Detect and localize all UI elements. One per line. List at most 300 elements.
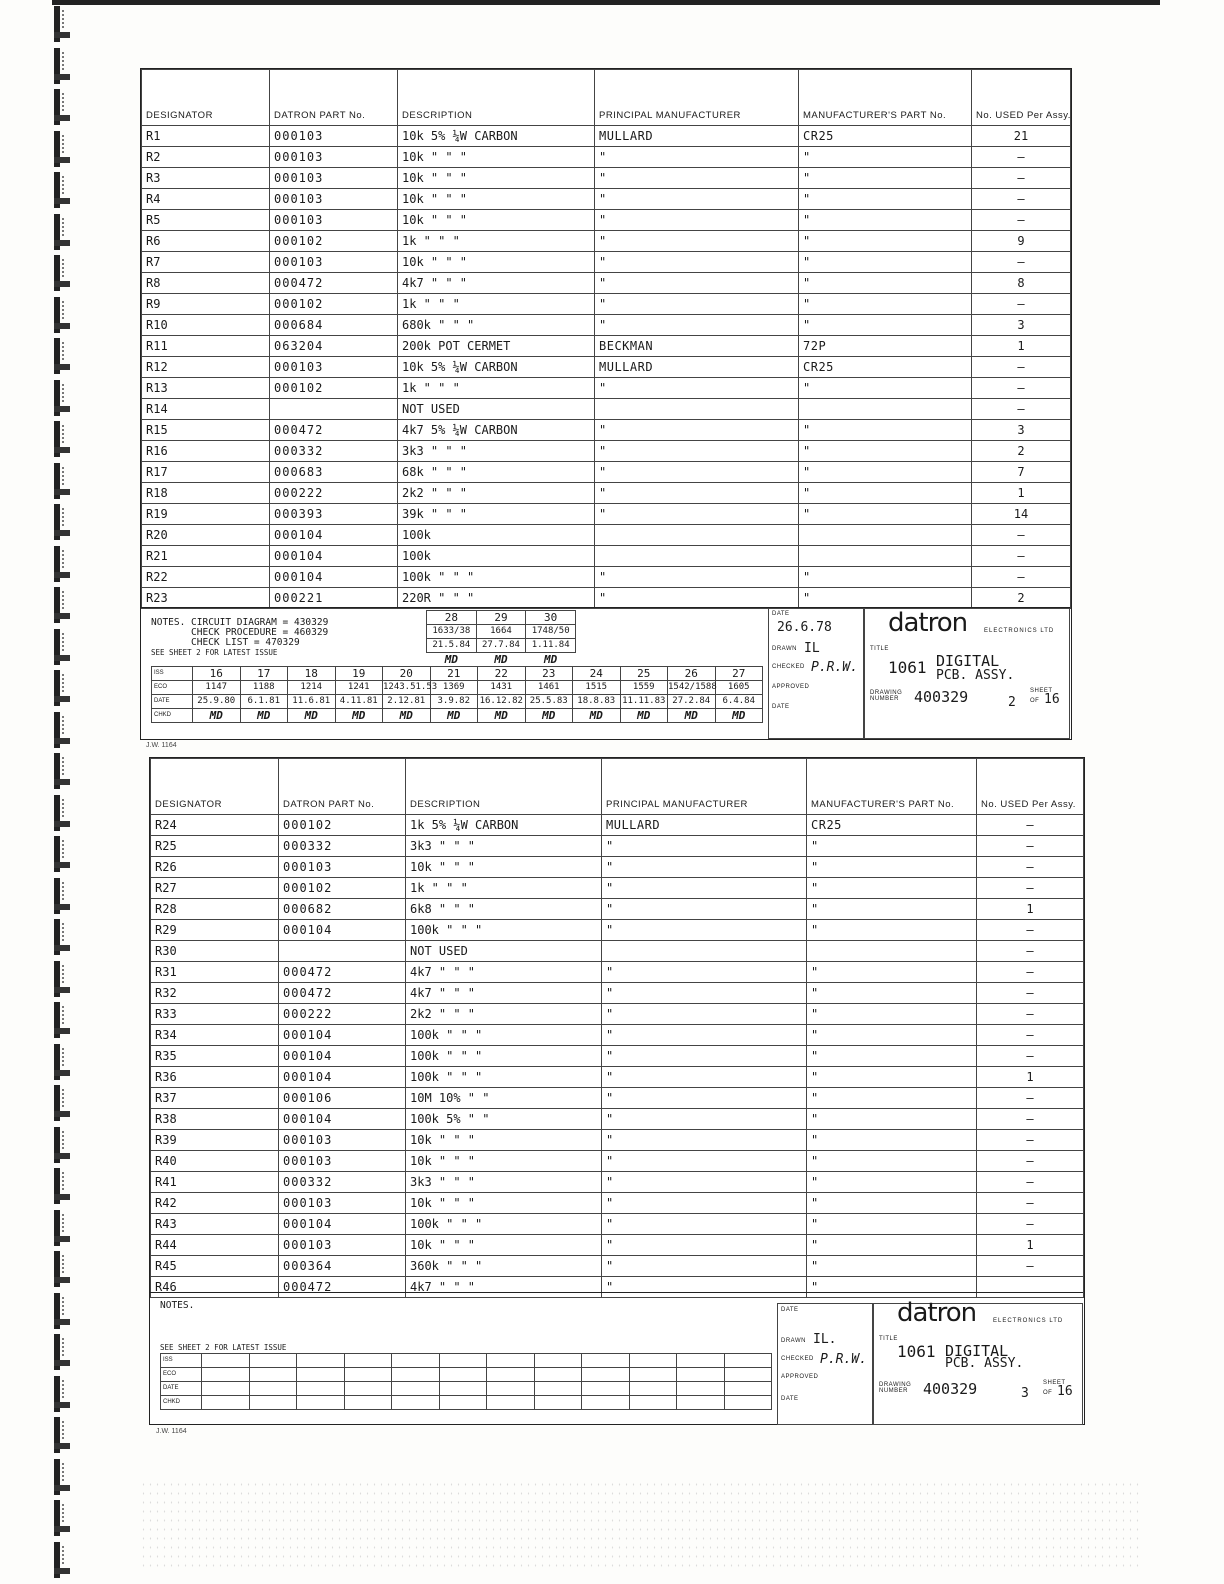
manufacturer-cell: ": [595, 294, 799, 315]
part-number-cell: 000104: [279, 1109, 406, 1130]
binding-ring: [48, 1500, 78, 1536]
part-number-cell: 000104: [279, 1067, 406, 1088]
designator-cell: R12: [142, 357, 270, 378]
manufacturer-cell: ": [595, 462, 799, 483]
late-issue-iss-cell: 30: [526, 611, 576, 625]
title-box: datron ELECTRONICS LTD TITLE 1061 DIGITAL PCB. ASSY. DRAWING NUMBER 400329 SHEET 2 OF 16: [863, 608, 1070, 739]
part-number-cell: 000103: [270, 168, 398, 189]
binding-ring: [48, 1417, 78, 1453]
qty-cell: —: [977, 1256, 1084, 1277]
issue-iss-cell: [344, 1354, 392, 1368]
row-label-eco: ECO: [161, 1368, 202, 1382]
manufacturer-cell: ": [602, 878, 807, 899]
late-issue-eco-cell: 1748/50: [526, 625, 576, 639]
note-check-list: CHECK LIST = 470329: [191, 637, 300, 648]
issue-chkd-cell: [392, 1396, 440, 1410]
mfr-part-cell: ": [807, 878, 977, 899]
drawing-number: 400329: [923, 1380, 978, 1398]
designator-cell: R41: [151, 1172, 279, 1193]
description-cell: 680k " " ": [398, 315, 595, 336]
parts-list-sheet-2: [140, 68, 1072, 740]
table-row: [151, 1004, 1084, 1025]
issue-eco-cell: [202, 1368, 250, 1382]
issue-iss-cell: 16: [193, 667, 241, 681]
manufacturer-cell: ": [595, 273, 799, 294]
manufacturer-cell: ": [602, 1193, 807, 1214]
designator-cell: R14: [142, 399, 270, 420]
issue-eco-cell: 1188: [240, 681, 288, 695]
qty-cell: —: [972, 252, 1071, 273]
description-cell: 1k " " ": [398, 378, 595, 399]
issue-chkd-cell: MD: [478, 709, 526, 723]
manufacturer-cell: ": [595, 567, 799, 588]
mfr-part-cell: ": [799, 273, 972, 294]
description-cell: 1k 5% ¼W CARBON: [406, 815, 602, 836]
table-row: [151, 878, 1084, 899]
manufacturer-cell: ": [595, 231, 799, 252]
parts-table: [141, 69, 1071, 609]
mfr-part-cell: ": [807, 1277, 977, 1298]
issue-date-cell: 18.8.83: [573, 695, 621, 709]
qty-cell: —: [977, 962, 1084, 983]
designator-cell: R45: [151, 1256, 279, 1277]
binding-ring: [48, 753, 78, 789]
designator-cell: R21: [142, 546, 270, 567]
issue-eco-cell: [534, 1368, 582, 1382]
manufacturer-cell: ": [602, 1067, 807, 1088]
issue-iss-cell: 26: [668, 667, 716, 681]
issue-iss-cell: 25: [620, 667, 668, 681]
mfr-part-cell: CR25: [799, 357, 972, 378]
description-cell: 100k: [398, 525, 595, 546]
part-number-cell: 000104: [270, 525, 398, 546]
qty-cell: 1: [977, 1235, 1084, 1256]
qty-cell: 1: [977, 1067, 1084, 1088]
qty-cell: —: [977, 983, 1084, 1004]
manufacturer-cell: ": [602, 899, 807, 920]
issue-date-cell: 6.1.81: [240, 695, 288, 709]
manufacturer-cell: ": [602, 1088, 807, 1109]
issue-date-cell: 25.5.83: [525, 695, 573, 709]
issue-iss-cell: [202, 1354, 250, 1368]
mfr-part-cell: CR25: [799, 126, 972, 147]
table-row: [142, 231, 1071, 252]
issue-eco-cell: [677, 1368, 725, 1382]
qty-cell: —: [977, 836, 1084, 857]
table-row: [151, 1256, 1084, 1277]
row-label-chkd: CHKD: [161, 1396, 202, 1410]
binding-ring: [48, 214, 78, 250]
issue-date-cell: [582, 1382, 630, 1396]
part-number-cell: 000332: [279, 836, 406, 857]
issue-chkd-cell: [249, 1396, 297, 1410]
description-cell: 10k " " ": [406, 1151, 602, 1172]
mfr-part-cell: ": [807, 1256, 977, 1277]
manufacturer-cell: ": [595, 147, 799, 168]
manufacturer-cell: [595, 546, 799, 567]
mfr-part-cell: ": [807, 1151, 977, 1172]
drawn-by: IL.: [813, 1332, 837, 1347]
part-number-cell: 000103: [279, 1151, 406, 1172]
issue-iss-cell: [392, 1354, 440, 1368]
table-row: [142, 483, 1071, 504]
description-cell: 100k: [398, 546, 595, 567]
part-number-cell: 000104: [279, 1046, 406, 1067]
binding-ring: [48, 1085, 78, 1121]
manufacturer-cell: ": [602, 1109, 807, 1130]
table-row: [151, 815, 1084, 836]
issue-iss-cell: [439, 1354, 487, 1368]
issue-date-cell: [677, 1382, 725, 1396]
issue-table: [160, 1353, 772, 1410]
manufacturer-cell: [595, 399, 799, 420]
mfr-part-cell: ": [799, 210, 972, 231]
mfr-part-cell: ": [807, 1214, 977, 1235]
issue-eco-cell: 1241: [335, 681, 383, 695]
issue-eco-cell: 1605: [715, 681, 763, 695]
parts-table: [150, 758, 1084, 1298]
qty-cell: —: [972, 399, 1071, 420]
manufacturer-cell: ": [602, 920, 807, 941]
qty-cell: —: [977, 920, 1084, 941]
mfr-part-cell: ": [807, 836, 977, 857]
part-number-cell: 000103: [270, 252, 398, 273]
issue-iss-cell: 18: [288, 667, 336, 681]
issue-chkd-cell: MD: [573, 709, 621, 723]
designator-cell: R9: [142, 294, 270, 315]
issue-date-cell: [534, 1382, 582, 1396]
drawing-number: 400329: [914, 688, 969, 706]
qty-cell: 3: [972, 315, 1071, 336]
designator-cell: R8: [142, 273, 270, 294]
mfr-part-cell: ": [799, 378, 972, 399]
description-cell: 10k " " ": [398, 210, 595, 231]
manufacturer-cell: ": [602, 962, 807, 983]
binding-ring: [48, 670, 78, 706]
mfr-part-cell: ": [799, 252, 972, 273]
qty-cell: 1: [977, 899, 1084, 920]
designator-cell: R18: [142, 483, 270, 504]
designator-cell: R27: [151, 878, 279, 899]
issue-iss-cell: [297, 1354, 345, 1368]
qty-cell: —: [972, 210, 1071, 231]
issue-eco-cell: [297, 1368, 345, 1382]
issue-eco-cell: 1431: [478, 681, 526, 695]
scan-top-edge: [52, 0, 1160, 5]
issue-eco-cell: 1542/1588: [668, 681, 716, 695]
manufacturer-cell: [602, 941, 807, 962]
issue-date-cell: [487, 1382, 535, 1396]
table-row: [142, 462, 1071, 483]
table-row: [151, 1193, 1084, 1214]
part-number-cell: 000104: [279, 920, 406, 941]
part-number-cell: 000103: [279, 1235, 406, 1256]
issue-chkd-cell: [629, 1396, 677, 1410]
qty-cell: 3: [972, 420, 1071, 441]
qty-cell: —: [972, 378, 1071, 399]
qty-cell: —: [972, 525, 1071, 546]
manufacturer-cell: BECKMAN: [595, 336, 799, 357]
mfr-part-cell: ": [799, 504, 972, 525]
mfr-part-cell: ": [807, 899, 977, 920]
part-number-cell: 000222: [270, 483, 398, 504]
description-cell: 100k " " ": [406, 920, 602, 941]
designator-cell: R43: [151, 1214, 279, 1235]
mfr-part-cell: ": [807, 1067, 977, 1088]
table-row: [142, 189, 1071, 210]
binding-ring: [48, 255, 78, 291]
manufacturer-cell: ": [602, 983, 807, 1004]
mfr-part-cell: [807, 941, 977, 962]
designator-cell: R37: [151, 1088, 279, 1109]
binding-ring: [48, 878, 78, 914]
late-issue-chkd-cell: MD: [544, 653, 558, 666]
title-block: [141, 607, 1070, 740]
table-row: [142, 378, 1071, 399]
manufacturer-cell: MULLARD: [595, 126, 799, 147]
part-number-cell: 000684: [270, 315, 398, 336]
binding-ring: [48, 712, 78, 748]
part-number-cell: 000103: [279, 857, 406, 878]
manufacturer-cell: [595, 525, 799, 546]
issue-iss-cell: [677, 1354, 725, 1368]
table-row: [151, 941, 1084, 962]
issue-chkd-cell: MD: [383, 709, 431, 723]
mfr-part-cell: ": [807, 1130, 977, 1151]
binding-ring: [48, 421, 78, 457]
sheet-total: 16: [1057, 1384, 1073, 1399]
manufacturer-cell: ": [595, 189, 799, 210]
issue-chkd-cell: MD: [430, 709, 478, 723]
issue-iss-cell: [629, 1354, 677, 1368]
qty-cell: —: [977, 815, 1084, 836]
qty-cell: —: [977, 1193, 1084, 1214]
mfr-part-cell: [799, 546, 972, 567]
mfr-part-cell: ": [807, 962, 977, 983]
description-cell: 2k2 " " ": [406, 1004, 602, 1025]
mfr-part-cell: ": [807, 1025, 977, 1046]
col-qty: No. USED Per Assy.: [972, 70, 1071, 126]
col-mfr-part-no: MANUFACTURER'S PART No.: [799, 70, 972, 126]
description-cell: 68k " " ": [398, 462, 595, 483]
date-drawn-box: DATE 26.6.78 DRAWN IL CHECKED P.R.W. APPROVED DATE: [768, 608, 865, 739]
mfr-part-cell: 72P: [799, 336, 972, 357]
part-number-cell: 000222: [279, 1004, 406, 1025]
description-cell: 200k POT CERMET: [398, 336, 595, 357]
qty-cell: 7: [972, 462, 1071, 483]
description-cell: 6k8 " " ": [406, 899, 602, 920]
part-number-cell: 000472: [279, 983, 406, 1004]
mfr-part-cell: ": [807, 1193, 977, 1214]
manufacturer-cell: ": [595, 483, 799, 504]
mfr-part-cell: ": [799, 231, 972, 252]
description-cell: 3k3 " " ": [406, 836, 602, 857]
issue-eco-cell: [629, 1368, 677, 1382]
table-row: [151, 1025, 1084, 1046]
sheet-total: 16: [1044, 692, 1060, 707]
manufacturer-cell: ": [595, 252, 799, 273]
issue-chkd-cell: [677, 1396, 725, 1410]
title-box: datron ELECTRONICS LTD TITLE 1061 DIGITAL PCB. ASSY. DRAWING NUMBER 400329 SHEET 3 OF 16: [872, 1303, 1083, 1425]
col-qty: No. USED Per Assy.: [977, 759, 1084, 815]
issue-chkd-cell: [344, 1396, 392, 1410]
designator-cell: R40: [151, 1151, 279, 1172]
qty-cell: 9: [972, 231, 1071, 252]
table-row: [151, 962, 1084, 983]
issue-date-cell: [344, 1382, 392, 1396]
designator-cell: R25: [151, 836, 279, 857]
binding-ring: [48, 1334, 78, 1370]
issue-iss-cell: [534, 1354, 582, 1368]
issue-chkd-cell: [534, 1396, 582, 1410]
description-cell: 10k " " ": [398, 168, 595, 189]
manufacturer-cell: ": [595, 588, 799, 609]
description-cell: 10M 10% " ": [406, 1088, 602, 1109]
qty-cell: 8: [972, 273, 1071, 294]
issue-eco-cell: 1515: [573, 681, 621, 695]
drawn-by: IL: [804, 641, 820, 656]
table-row: [142, 504, 1071, 525]
description-cell: 39k " " ": [398, 504, 595, 525]
qty-cell: 2: [972, 588, 1071, 609]
note-latest-issue: SEE SHEET 2 FOR LATEST ISSUE: [151, 648, 278, 657]
form-code: J.W. 1164: [146, 742, 177, 749]
date-drawn-box: DATE DRAWN IL. CHECKED P.R.W. APPROVED DATE: [777, 1303, 874, 1425]
mfr-part-cell: ": [799, 315, 972, 336]
issue-date-cell: 4.11.81: [335, 695, 383, 709]
late-issue-date-cell: 1.11.84: [526, 639, 576, 653]
manufacturer-cell: ": [595, 378, 799, 399]
issue-eco-cell: [487, 1368, 535, 1382]
title-line-1: DIGITAL: [936, 652, 1000, 670]
description-cell: 100k 5% " ": [406, 1109, 602, 1130]
binding-ring: [48, 131, 78, 167]
qty-cell: —: [977, 1172, 1084, 1193]
mfr-part-cell: [799, 525, 972, 546]
issue-date-cell: [202, 1382, 250, 1396]
qty-cell: —: [977, 1004, 1084, 1025]
table-row: [151, 1151, 1084, 1172]
part-number-cell: 000364: [279, 1256, 406, 1277]
designator-cell: R31: [151, 962, 279, 983]
description-cell: 4k7 " " ": [406, 962, 602, 983]
issue-chkd-cell: MD: [715, 709, 763, 723]
designator-cell: R26: [151, 857, 279, 878]
note-latest-issue: SEE SHEET 2 FOR LATEST ISSUE: [160, 1343, 287, 1352]
issue-eco-cell: 1559: [620, 681, 668, 695]
issue-eco-cell: 1147: [193, 681, 241, 695]
issue-chkd-cell: [439, 1396, 487, 1410]
row-label-chkd: CHKD: [152, 709, 193, 723]
issue-date-cell: 11.11.83: [620, 695, 668, 709]
table-row: [151, 920, 1084, 941]
part-number-cell: 000472: [270, 420, 398, 441]
issue-eco-cell: [724, 1368, 772, 1382]
part-number-cell: 000106: [279, 1088, 406, 1109]
issue-chkd-cell: MD: [193, 709, 241, 723]
description-cell: 10k " " ": [406, 1130, 602, 1151]
designator-cell: R11: [142, 336, 270, 357]
issue-chkd-cell: MD: [620, 709, 668, 723]
mfr-part-cell: ": [799, 168, 972, 189]
issue-chkd-cell: [297, 1396, 345, 1410]
checked-by: P.R.W.: [820, 1352, 867, 1367]
issue-iss-cell: 20: [383, 667, 431, 681]
issue-eco-cell: 1369: [430, 681, 478, 695]
designator-cell: R1: [142, 126, 270, 147]
part-number-cell: 000103: [270, 357, 398, 378]
qty-cell: —: [977, 857, 1084, 878]
table-row: [151, 857, 1084, 878]
datron-logo: datron: [897, 1298, 977, 1328]
binding-ring: [48, 1210, 78, 1246]
issue-eco-cell: 1214: [288, 681, 336, 695]
qty-cell: —: [972, 168, 1071, 189]
table-row: [151, 1046, 1084, 1067]
part-number-cell: 000472: [270, 273, 398, 294]
designator-cell: R19: [142, 504, 270, 525]
mfr-part-cell: ": [807, 1109, 977, 1130]
part-number-cell: 000104: [270, 567, 398, 588]
issue-date-cell: [392, 1382, 440, 1396]
qty-cell: —: [977, 941, 1084, 962]
designator-cell: R5: [142, 210, 270, 231]
part-number-cell: 000104: [279, 1025, 406, 1046]
binding-ring: [48, 546, 78, 582]
binding-ring: [48, 380, 78, 416]
part-number-cell: 000102: [270, 378, 398, 399]
col-manufacturer: PRINCIPAL MANUFACTURER: [595, 70, 799, 126]
part-number-cell: 000102: [279, 815, 406, 836]
mfr-part-cell: ": [799, 189, 972, 210]
description-cell: 2k2 " " ": [398, 483, 595, 504]
mfr-part-cell: ": [807, 1172, 977, 1193]
description-cell: 10k " " ": [398, 252, 595, 273]
mfr-part-cell: ": [799, 462, 972, 483]
designator-cell: R13: [142, 378, 270, 399]
issue-iss-cell: 22: [478, 667, 526, 681]
part-number-cell: 000682: [279, 899, 406, 920]
row-label-date: DATE: [161, 1382, 202, 1396]
table-row: [151, 836, 1084, 857]
description-cell: 10k " " ": [398, 189, 595, 210]
designator-cell: R30: [151, 941, 279, 962]
issue-date-cell: 11.6.81: [288, 695, 336, 709]
issue-eco-cell: [344, 1368, 392, 1382]
part-number-cell: 000102: [270, 231, 398, 252]
issue-eco-cell: 1461: [525, 681, 573, 695]
issue-chkd-cell: [202, 1396, 250, 1410]
part-number-cell: 000103: [270, 189, 398, 210]
part-number-cell: 000102: [279, 878, 406, 899]
binding-ring: [48, 6, 78, 42]
description-cell: 3k3 " " ": [398, 441, 595, 462]
binding-ring: [48, 297, 78, 333]
col-part-no: DATRON PART No.: [279, 759, 406, 815]
issue-date-cell: [297, 1382, 345, 1396]
issue-chkd-cell: MD: [240, 709, 288, 723]
drawing-date: 26.6.78: [777, 620, 832, 635]
designator-cell: R17: [142, 462, 270, 483]
part-number-cell: 000104: [270, 546, 398, 567]
description-cell: 4k7 " " ": [406, 1277, 602, 1298]
qty-cell: 2: [972, 441, 1071, 462]
col-mfr-part-no: MANUFACTURER'S PART No.: [807, 759, 977, 815]
table-row: [142, 336, 1071, 357]
datron-logo: datron: [888, 608, 968, 638]
description-cell: 100k " " ": [406, 1067, 602, 1088]
part-number-cell: 000221: [270, 588, 398, 609]
